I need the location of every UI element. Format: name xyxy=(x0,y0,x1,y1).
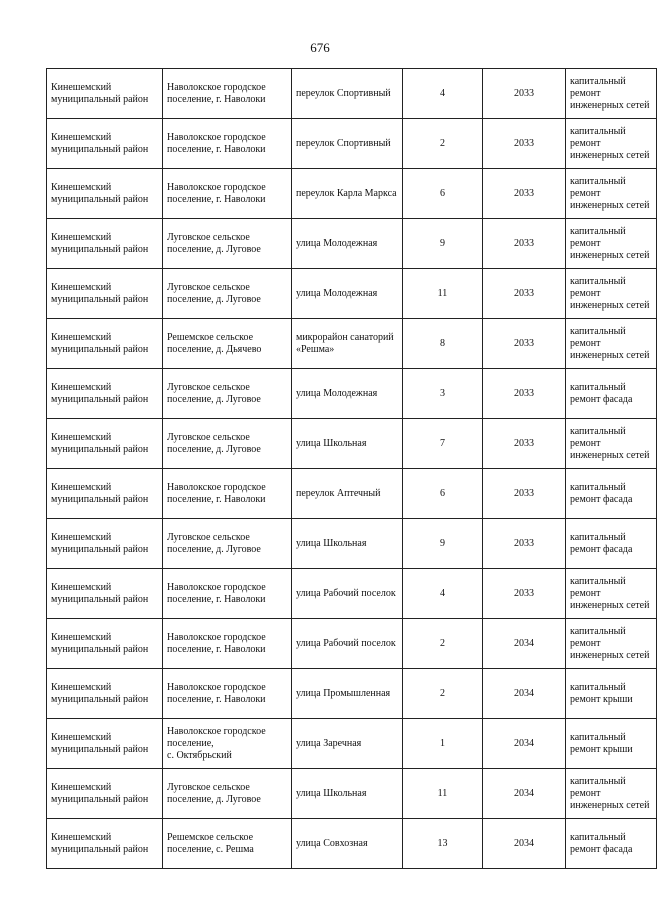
table-row xyxy=(47,419,657,469)
year-cell xyxy=(483,69,566,119)
work-type-cell xyxy=(566,519,657,569)
year-cell xyxy=(483,419,566,469)
settlement-cell xyxy=(163,469,292,519)
house-number-cell-text: 9 xyxy=(440,237,445,249)
street-cell xyxy=(292,369,403,419)
table-row xyxy=(47,319,657,369)
house-number-cell-text: 11 xyxy=(437,787,448,799)
municipality-cell xyxy=(47,769,163,819)
municipality-cell xyxy=(47,669,163,719)
street-cell xyxy=(292,469,403,519)
settlement-cell xyxy=(163,419,292,469)
settlement-cell xyxy=(163,769,292,819)
house-number-cell xyxy=(403,669,483,719)
work-type-cell xyxy=(566,219,657,269)
street-cell-text: улица Школьная xyxy=(296,437,367,449)
settlement-cell-text: Наволокское городское поселение, г. Наволоки xyxy=(167,181,266,205)
year-cell xyxy=(483,469,566,519)
street-cell-text: переулок Спортивный xyxy=(296,137,391,149)
street-cell xyxy=(292,569,403,619)
street-cell xyxy=(292,519,403,569)
house-number-cell xyxy=(403,119,483,169)
settlement-cell-text: Луговское сельское поселение, д. Луговое xyxy=(167,431,261,455)
municipality-cell-text: Кинешемский муниципальный район xyxy=(51,281,149,305)
municipality-cell xyxy=(47,619,163,669)
work-type-cell xyxy=(566,269,657,319)
work-type-cell xyxy=(566,669,657,719)
table-row xyxy=(47,69,657,119)
work-type-cell xyxy=(566,69,657,119)
house-number-cell-text: 9 xyxy=(440,537,445,549)
municipality-cell xyxy=(47,569,163,619)
work-type-cell xyxy=(566,319,657,369)
municipality-cell-text: Кинешемский муниципальный район xyxy=(51,181,149,205)
year-cell-text: 2033 xyxy=(514,487,534,499)
year-cell-text: 2033 xyxy=(514,337,534,349)
year-cell xyxy=(483,119,566,169)
municipality-cell xyxy=(47,269,163,319)
street-cell-text: улица Заречная xyxy=(296,737,362,749)
house-number-cell xyxy=(403,619,483,669)
house-number-cell xyxy=(403,419,483,469)
year-cell-text: 2033 xyxy=(514,137,534,149)
street-cell-text: улица Промышленная xyxy=(296,687,391,699)
work-type-cell-text: капитальный ремонт инженерных сетей xyxy=(570,175,650,211)
house-number-cell-text: 8 xyxy=(440,337,445,349)
house-number-cell xyxy=(403,169,483,219)
work-type-cell xyxy=(566,819,657,869)
municipality-cell xyxy=(47,169,163,219)
work-type-cell xyxy=(566,469,657,519)
table-row xyxy=(47,619,657,669)
settlement-cell-text: Луговское сельское поселение, д. Луговое xyxy=(167,781,261,805)
house-number-cell xyxy=(403,219,483,269)
year-cell xyxy=(483,519,566,569)
table-body xyxy=(47,69,657,869)
street-cell xyxy=(292,219,403,269)
municipality-cell-text: Кинешемский муниципальный район xyxy=(51,331,149,355)
municipality-cell xyxy=(47,219,163,269)
work-type-cell-text: капитальный ремонт инженерных сетей xyxy=(570,325,650,361)
year-cell-text: 2033 xyxy=(514,87,534,99)
house-number-cell-text: 13 xyxy=(437,837,448,849)
house-number-cell xyxy=(403,319,483,369)
street-cell xyxy=(292,819,403,869)
table-row xyxy=(47,569,657,619)
year-cell xyxy=(483,169,566,219)
work-type-cell xyxy=(566,169,657,219)
year-cell xyxy=(483,369,566,419)
street-cell xyxy=(292,319,403,369)
settlement-cell xyxy=(163,569,292,619)
year-cell-text: 2033 xyxy=(514,537,534,549)
settlement-cell xyxy=(163,269,292,319)
work-type-cell-text: капитальный ремонт инженерных сетей xyxy=(570,275,650,311)
year-cell xyxy=(483,269,566,319)
work-type-cell-text: капитальный ремонт инженерных сетей xyxy=(570,225,650,261)
table-row xyxy=(47,719,657,769)
year-cell-text: 2033 xyxy=(514,437,534,449)
street-cell xyxy=(292,269,403,319)
street-cell-text: улица Молодежная xyxy=(296,387,378,399)
settlement-cell-text: Наволокское городское поселение, г. Наволоки xyxy=(167,631,266,655)
house-number-cell-text: 2 xyxy=(440,137,445,149)
house-number-cell xyxy=(403,569,483,619)
municipality-cell xyxy=(47,469,163,519)
municipality-cell-text: Кинешемский муниципальный район xyxy=(51,781,149,805)
house-number-cell xyxy=(403,369,483,419)
house-number-cell-text: 2 xyxy=(440,687,445,699)
work-type-cell xyxy=(566,619,657,669)
municipality-cell xyxy=(47,519,163,569)
work-type-cell xyxy=(566,369,657,419)
year-cell xyxy=(483,219,566,269)
municipality-cell-text: Кинешемский муниципальный район xyxy=(51,531,149,555)
settlement-cell-text: Решемское сельское поселение, с. Решма xyxy=(167,831,254,855)
settlement-cell xyxy=(163,819,292,869)
municipality-cell xyxy=(47,119,163,169)
house-number-cell-text: 4 xyxy=(440,587,445,599)
house-number-cell xyxy=(403,269,483,319)
house-number-cell-text: 2 xyxy=(440,637,445,649)
year-cell xyxy=(483,769,566,819)
work-type-cell-text: капитальный ремонт фасада xyxy=(570,381,633,405)
settlement-cell-text: Решемское сельское поселение, д. Дьячево xyxy=(167,331,262,355)
street-cell xyxy=(292,669,403,719)
house-number-cell xyxy=(403,519,483,569)
settlement-cell-text: Луговское сельское поселение, д. Луговое xyxy=(167,231,261,255)
municipality-cell xyxy=(47,719,163,769)
house-number-cell xyxy=(403,469,483,519)
settlement-cell xyxy=(163,219,292,269)
street-cell-text: переулок Карла Маркса xyxy=(296,187,397,199)
table-row xyxy=(47,469,657,519)
work-type-cell-text: капитальный ремонт инженерных сетей xyxy=(570,775,650,811)
work-type-cell-text: капитальный ремонт крыши xyxy=(570,731,633,755)
municipality-cell-text: Кинешемский муниципальный район xyxy=(51,681,149,705)
year-cell-text: 2033 xyxy=(514,237,534,249)
settlement-cell xyxy=(163,719,292,769)
settlement-cell xyxy=(163,69,292,119)
year-cell xyxy=(483,819,566,869)
year-cell xyxy=(483,619,566,669)
work-type-cell xyxy=(566,719,657,769)
municipality-cell xyxy=(47,419,163,469)
house-number-cell-text: 7 xyxy=(440,437,445,449)
year-cell-text: 2034 xyxy=(514,787,534,799)
year-cell xyxy=(483,719,566,769)
work-type-cell-text: капитальный ремонт инженерных сетей xyxy=(570,625,650,661)
street-cell xyxy=(292,419,403,469)
municipality-cell-text: Кинешемский муниципальный район xyxy=(51,581,149,605)
settlement-cell-text: Наволокское городское поселение, г. Наволоки xyxy=(167,581,266,605)
year-cell-text: 2034 xyxy=(514,737,534,749)
work-type-cell xyxy=(566,419,657,469)
settlement-cell-text: Луговское сельское поселение, д. Луговое xyxy=(167,531,261,555)
year-cell-text: 2033 xyxy=(514,387,534,399)
house-number-cell xyxy=(403,69,483,119)
table-row xyxy=(47,519,657,569)
work-type-cell-text: капитальный ремонт инженерных сетей xyxy=(570,575,650,611)
year-cell-text: 2034 xyxy=(514,837,534,849)
work-type-cell-text: капитальный ремонт фасада xyxy=(570,831,633,855)
year-cell-text: 2033 xyxy=(514,287,534,299)
street-cell xyxy=(292,119,403,169)
municipality-cell-text: Кинешемский муниципальный район xyxy=(51,131,149,155)
house-number-cell xyxy=(403,769,483,819)
settlement-cell xyxy=(163,319,292,369)
settlement-cell-text: Наволокское городское поселение, г. Наволоки xyxy=(167,681,266,705)
repair-schedule-table xyxy=(46,68,657,869)
house-number-cell xyxy=(403,819,483,869)
year-cell-text: 2033 xyxy=(514,587,534,599)
work-type-cell xyxy=(566,769,657,819)
municipality-cell-text: Кинешемский муниципальный район xyxy=(51,831,149,855)
street-cell-text: переулок Спортивный xyxy=(296,87,391,99)
year-cell xyxy=(483,669,566,719)
work-type-cell-text: капитальный ремонт инженерных сетей xyxy=(570,125,650,161)
work-type-cell-text: капитальный ремонт фасада xyxy=(570,531,633,555)
house-number-cell-text: 6 xyxy=(440,487,445,499)
street-cell xyxy=(292,69,403,119)
table-row xyxy=(47,669,657,719)
settlement-cell xyxy=(163,669,292,719)
settlement-cell xyxy=(163,519,292,569)
settlement-cell-text: Наволокское городское поселение, г. Наволоки xyxy=(167,131,266,155)
street-cell-text: переулок Аптечный xyxy=(296,487,381,499)
municipality-cell-text: Кинешемский муниципальный район xyxy=(51,481,149,505)
settlement-cell-text: Луговское сельское поселение, д. Луговое xyxy=(167,381,261,405)
settlement-cell xyxy=(163,619,292,669)
house-number-cell-text: 3 xyxy=(440,387,445,399)
street-cell-text: улица Молодежная xyxy=(296,287,378,299)
work-type-cell-text: капитальный ремонт крыши xyxy=(570,681,633,705)
settlement-cell-text: Наволокское городское поселение, г. Наволоки xyxy=(167,81,266,105)
table-row xyxy=(47,369,657,419)
municipality-cell-text: Кинешемский муниципальный район xyxy=(51,431,149,455)
year-cell-text: 2034 xyxy=(514,637,534,649)
street-cell-text: улица Рабочий поселок xyxy=(296,587,396,599)
street-cell-text: улица Рабочий поселок xyxy=(296,637,396,649)
work-type-cell-text: капитальный ремонт фасада xyxy=(570,481,633,505)
street-cell xyxy=(292,619,403,669)
municipality-cell xyxy=(47,69,163,119)
work-type-cell-text: капитальный ремонт инженерных сетей xyxy=(570,75,650,111)
municipality-cell-text: Кинешемский муниципальный район xyxy=(51,81,149,105)
page-number: 676 xyxy=(310,40,330,55)
street-cell xyxy=(292,169,403,219)
municipality-cell-text: Кинешемский муниципальный район xyxy=(51,381,149,405)
table-row xyxy=(47,119,657,169)
year-cell xyxy=(483,319,566,369)
settlement-cell-text: Наволокское городское поселение, с. Октябрьский xyxy=(167,725,266,761)
work-type-cell xyxy=(566,119,657,169)
house-number-cell-text: 1 xyxy=(440,737,445,749)
municipality-cell xyxy=(47,369,163,419)
house-number-cell xyxy=(403,719,483,769)
work-type-cell-text: капитальный ремонт инженерных сетей xyxy=(570,425,650,461)
house-number-cell-text: 6 xyxy=(440,187,445,199)
street-cell-text: микрорайон санаторий «Решма» xyxy=(296,331,394,355)
street-cell-text: улица Молодежная xyxy=(296,237,378,249)
municipality-cell xyxy=(47,819,163,869)
house-number-cell-text: 4 xyxy=(440,87,445,99)
municipality-cell xyxy=(47,319,163,369)
year-cell-text: 2033 xyxy=(514,187,534,199)
municipality-cell-text: Кинешемский муниципальный район xyxy=(51,231,149,255)
work-type-cell xyxy=(566,569,657,619)
table-row xyxy=(47,169,657,219)
settlement-cell xyxy=(163,369,292,419)
settlement-cell xyxy=(163,169,292,219)
year-cell xyxy=(483,569,566,619)
street-cell xyxy=(292,769,403,819)
table-row xyxy=(47,269,657,319)
street-cell-text: улица Совхозная xyxy=(296,837,368,849)
house-number-cell-text: 11 xyxy=(437,287,448,299)
street-cell-text: улица Школьная xyxy=(296,787,367,799)
settlement-cell xyxy=(163,119,292,169)
street-cell-text: улица Школьная xyxy=(296,537,367,549)
settlement-cell-text: Наволокское городское поселение, г. Наволоки xyxy=(167,481,266,505)
municipality-cell-text: Кинешемский муниципальный район xyxy=(51,731,149,755)
table-row xyxy=(47,769,657,819)
table-row xyxy=(47,219,657,269)
year-cell-text: 2034 xyxy=(514,687,534,699)
table-row xyxy=(47,819,657,869)
municipality-cell-text: Кинешемский муниципальный район xyxy=(51,631,149,655)
street-cell xyxy=(292,719,403,769)
settlement-cell-text: Луговское сельское поселение, д. Луговое xyxy=(167,281,261,305)
